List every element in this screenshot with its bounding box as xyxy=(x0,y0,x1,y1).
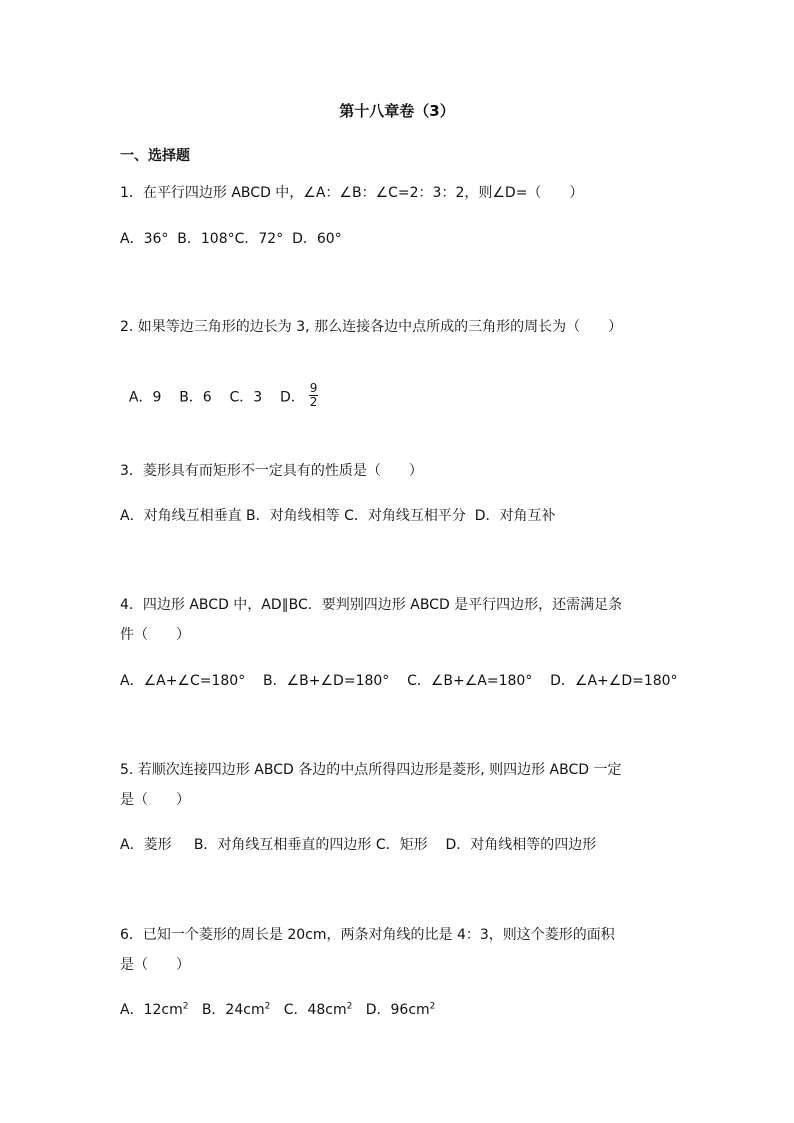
fraction xyxy=(309,382,319,409)
question-1-options: A．36° B．108°C．72° D．60° xyxy=(120,231,342,247)
option-a: A．12cm xyxy=(120,1002,183,1018)
question-5-stem-cont: 是（ ） xyxy=(120,792,190,808)
question-2-options-text: A．9 B．6 C．3 D． xyxy=(128,389,305,406)
question-6-stem: 6．已知一个菱形的周长是 20cm，两条对角线的比是 4：3，则这个菱形的面积 xyxy=(120,927,615,943)
option-b: B．24cm xyxy=(201,1002,265,1018)
superscript: 2 xyxy=(346,1001,353,1012)
question-2-stem: 2. 如果等边三角形的边长为 3, 那么连接各边中点所成的三角形的周长为（ ） xyxy=(120,319,623,335)
question-6-stem-cont: 是（ ） xyxy=(120,957,190,973)
question-3-options: A．对角线互相垂直 B．对角线相等 C．对角线互相平分 D．对角互补 xyxy=(120,508,556,524)
fraction-denominator: 2 xyxy=(309,395,318,409)
question-1-stem: 1．在平行四边形 ABCD 中，∠A：∠B：∠C=2：3：2，则∠D=（ ） xyxy=(120,185,584,201)
fraction-numerator: 9 xyxy=(309,381,318,395)
page-title: 第十八章卷（3） xyxy=(339,102,455,120)
question-4-stem: 4．四边形 ABCD 中，AD∥BC．要判别四边形 ABCD 是平行四边形，还需满足条 xyxy=(120,597,623,613)
question-5-stem: 5. 若顺次连接四边形 ABCD 各边的中点所得四边形是菱形, 则四边形 ABCD 一定 xyxy=(120,762,622,778)
section-heading: 一、选择题 xyxy=(120,148,190,164)
option-c: C．48cm xyxy=(283,1002,347,1018)
question-4-options: A．∠A+∠C=180° B．∠B+∠D=180° C．∠B+∠A=180° D．∠A+∠D=180° xyxy=(120,673,678,689)
superscript: 2 xyxy=(182,1001,189,1012)
question-3-stem: 3．菱形具有而矩形不一定具有的性质是（ ） xyxy=(120,463,423,479)
superscript: 2 xyxy=(264,1001,271,1012)
question-5-options: A．菱形 B．对角线互相垂直的四边形 C．矩形 D．对角线相等的四边形 xyxy=(120,837,597,853)
question-6-options xyxy=(120,1000,435,1020)
question-4-stem-cont: 件（ ） xyxy=(120,627,190,643)
question-2-options xyxy=(120,364,318,411)
superscript: 2 xyxy=(429,1001,436,1012)
option-d: D．96cm xyxy=(365,1002,430,1018)
